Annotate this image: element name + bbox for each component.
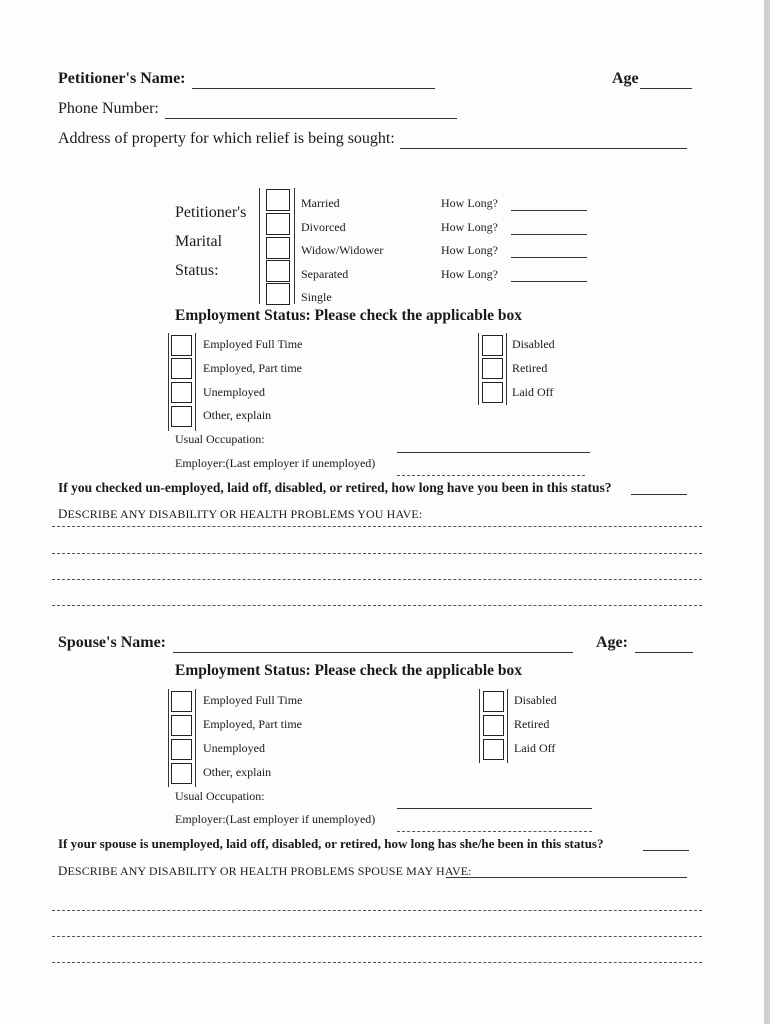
- other-explain-label: Other, explain: [203, 408, 272, 422]
- unemployed-label: Unemployed: [203, 385, 265, 399]
- retired-label: Retired: [512, 361, 548, 375]
- spouse-employment-header: Employment Status: Please check the applicable box: [175, 662, 523, 679]
- how-long-separated-label: How Long?: [441, 267, 498, 281]
- age-label: Age: [612, 70, 639, 87]
- single-option-label: Single: [301, 290, 332, 304]
- separated-option-label: Separated: [301, 267, 349, 281]
- spouse-employed-full-time-checkbox[interactable]: [171, 691, 192, 712]
- emp-left-rule-2: [195, 333, 196, 431]
- separated-checkbox[interactable]: [266, 260, 290, 282]
- spouse-unemployed-label: Unemployed: [203, 741, 265, 755]
- employed-full-time-checkbox[interactable]: [171, 335, 192, 356]
- phone-label: Phone Number:: [58, 100, 159, 117]
- address-label: Address of property for which relief is being sought:: [58, 130, 395, 147]
- emp-right-rule-2: [506, 333, 507, 405]
- spouse-employer-label: Employer:(Last employer if unemployed): [175, 812, 376, 826]
- age-field[interactable]: [640, 88, 692, 89]
- emp-right-rule: [478, 333, 479, 405]
- sp-emp-right-rule: [479, 689, 480, 763]
- marital-box-left-rule: [259, 188, 260, 304]
- spouse-disability-line-1[interactable]: [52, 910, 702, 911]
- disability-line-4[interactable]: [52, 605, 702, 606]
- spouse-status-duration-field[interactable]: [643, 850, 689, 851]
- marital-label-line-3: Status:: [175, 262, 219, 279]
- sp-emp-left-rule: [168, 689, 169, 787]
- unemployed-checkbox[interactable]: [171, 382, 192, 403]
- employed-part-time-label: Employed, Part time: [203, 361, 302, 375]
- other-explain-checkbox[interactable]: [171, 406, 192, 427]
- spouse-employed-part-time-label: Employed, Part time: [203, 717, 302, 731]
- spouse-employer-field[interactable]: [397, 831, 592, 832]
- how-long-widow-label: How Long?: [441, 243, 498, 257]
- laid-off-label: Laid Off: [512, 385, 554, 399]
- employed-part-time-checkbox[interactable]: [171, 358, 192, 379]
- sp-emp-left-rule-2: [195, 689, 196, 787]
- spouse-disability-line-0[interactable]: [446, 877, 687, 878]
- spouse-disabled-label: Disabled: [514, 693, 557, 707]
- retired-checkbox[interactable]: [482, 358, 503, 379]
- emp-left-rule: [168, 333, 169, 431]
- married-checkbox[interactable]: [266, 189, 290, 211]
- spouse-disabled-checkbox[interactable]: [483, 691, 504, 712]
- phone-field[interactable]: [165, 118, 457, 119]
- how-long-separated-field[interactable]: [511, 281, 587, 282]
- status-duration-field[interactable]: [631, 494, 687, 495]
- spouse-age-field[interactable]: [635, 652, 693, 653]
- married-option-label: Married: [301, 196, 340, 210]
- how-long-widow-field[interactable]: [511, 257, 587, 258]
- disabled-checkbox[interactable]: [482, 335, 503, 356]
- spouse-usual-occupation-label: Usual Occupation:: [175, 789, 265, 803]
- spouse-name-label: Spouse's Name:: [58, 634, 167, 651]
- petitioner-name-label: Petitioner's Name:: [58, 70, 186, 87]
- laid-off-checkbox[interactable]: [482, 382, 503, 403]
- disabled-label: Disabled: [512, 337, 555, 351]
- widow-widower-option-label: Widow/Widower: [301, 243, 384, 257]
- spouse-laid-off-checkbox[interactable]: [483, 739, 504, 760]
- spouse-usual-occupation-field[interactable]: [397, 808, 592, 809]
- how-long-divorced-field[interactable]: [511, 234, 587, 235]
- how-long-married-field[interactable]: [511, 210, 587, 211]
- spouse-describe-disability-label: DESCRIBE ANY DISABILITY OR HEALTH PROBLEMS SPOUSE MAY HAVE:: [58, 863, 472, 878]
- spouse-retired-label: Retired: [514, 717, 550, 731]
- address-field[interactable]: [400, 148, 687, 149]
- disability-line-3[interactable]: [52, 579, 702, 580]
- marital-box-right-rule: [294, 188, 295, 304]
- divorced-checkbox[interactable]: [266, 213, 290, 235]
- spouse-name-field[interactable]: [173, 652, 573, 653]
- sp-emp-right-rule-2: [507, 689, 508, 763]
- marital-label-line-1: Petitioner's: [175, 204, 247, 221]
- divorced-option-label: Divorced: [301, 220, 346, 234]
- employed-full-time-label: Employed Full Time: [203, 337, 303, 351]
- spouse-status-duration-question: If your spouse is unemployed, laid off, disabled, or retired, how long has she/he been in this status?: [58, 836, 604, 851]
- employer-field[interactable]: [397, 475, 585, 476]
- usual-occupation-field[interactable]: [397, 452, 590, 453]
- page-edge-shadow: [764, 0, 770, 1024]
- petitioner-name-field[interactable]: [192, 88, 435, 89]
- disability-line-2[interactable]: [52, 553, 702, 554]
- marital-label-line-2: Marital: [175, 233, 223, 250]
- status-duration-question: If you checked un-employed, laid off, disabled, or retired, how long have you been in this status?: [58, 480, 612, 495]
- employer-label: Employer:(Last employer if unemployed): [175, 456, 376, 470]
- how-long-married-label: How Long?: [441, 196, 498, 210]
- usual-occupation-label: Usual Occupation:: [175, 432, 265, 446]
- spouse-other-explain-label: Other, explain: [203, 765, 272, 779]
- spouse-employed-part-time-checkbox[interactable]: [171, 715, 192, 736]
- spouse-retired-checkbox[interactable]: [483, 715, 504, 736]
- disability-line-1[interactable]: [52, 526, 702, 527]
- spouse-disability-line-2[interactable]: [52, 936, 702, 937]
- spouse-employed-full-time-label: Employed Full Time: [203, 693, 303, 707]
- spouse-other-explain-checkbox[interactable]: [171, 763, 192, 784]
- employment-header: Employment Status: Please check the applicable box: [175, 307, 523, 324]
- how-long-divorced-label: How Long?: [441, 220, 498, 234]
- spouse-age-label: Age:: [596, 634, 628, 651]
- spouse-disability-line-3[interactable]: [52, 962, 702, 963]
- spouse-unemployed-checkbox[interactable]: [171, 739, 192, 760]
- spouse-laid-off-label: Laid Off: [514, 741, 556, 755]
- describe-disability-label: DESCRIBE ANY DISABILITY OR HEALTH PROBLEMS YOU HAVE:: [58, 506, 423, 521]
- widow-widower-checkbox[interactable]: [266, 237, 290, 259]
- single-checkbox[interactable]: [266, 283, 290, 305]
